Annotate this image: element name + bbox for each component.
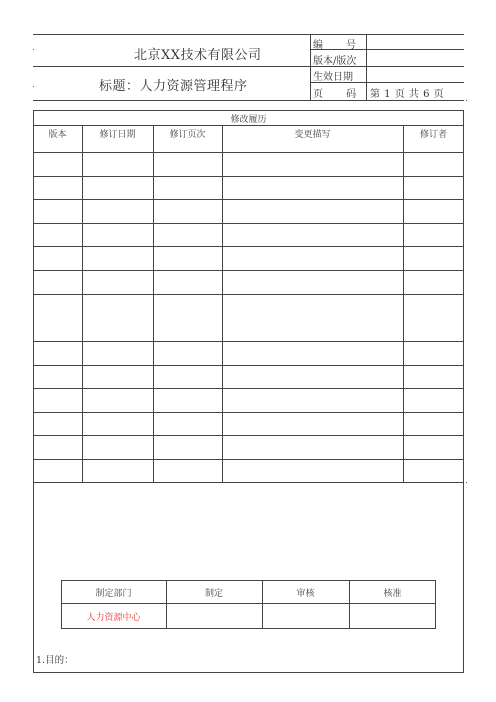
table-row (33, 482, 464, 483)
margin-mark (466, 482, 467, 483)
approval-header-reviewed: 审核 (296, 589, 315, 599)
meta-left-border (310, 34, 311, 100)
header-top-rule (33, 34, 464, 35)
table-row (33, 152, 464, 153)
col-header-reviser: 修订者 (419, 130, 447, 140)
col-header-revision-date: 修订日期 (99, 130, 136, 140)
table-row (33, 388, 464, 389)
table-row (33, 199, 464, 200)
table-row (33, 435, 464, 436)
header-mid-rule (33, 66, 464, 67)
revision-title-rule (33, 125, 464, 126)
table-row (33, 223, 464, 224)
table-row (33, 365, 464, 366)
margin-mark (466, 100, 467, 101)
approval-header-drafted: 制定 (204, 589, 223, 599)
approval-header-approved: 核准 (383, 589, 402, 599)
table-row (33, 270, 464, 271)
table-row (33, 459, 464, 460)
revision-table-title: 修改履历 (230, 115, 267, 125)
col-header-change-description: 变更描写 (294, 130, 331, 140)
company-name: 北京XX技术有限公司 (134, 48, 262, 63)
document-title: 标题：人力资源管理程序 (99, 79, 248, 94)
approval-department-value: 人力资源中心 (86, 613, 141, 623)
col-divider (222, 125, 223, 482)
col-header-version: 版本 (48, 130, 67, 140)
col-header-revision-pages: 修订页次 (169, 130, 206, 140)
table-row (33, 294, 464, 295)
table-row (33, 176, 464, 177)
col-divider (403, 125, 404, 482)
table-row (33, 246, 464, 247)
col-divider (82, 125, 83, 482)
version-label: 版本/版次 (313, 56, 357, 67)
code-label: 编 号 (313, 40, 367, 51)
approval-header-department: 制定部门 (95, 589, 132, 599)
page-label: 页 码 (313, 89, 367, 100)
margin-mark (33, 86, 34, 87)
margin-mark (33, 49, 34, 50)
col-divider (153, 125, 154, 482)
section-heading-purpose: 1.目的： (36, 655, 74, 666)
approval-row-rule (61, 603, 436, 604)
header-bottom-rule (33, 100, 464, 101)
table-row (33, 341, 464, 342)
effective-date-label: 生效日期 (313, 72, 353, 83)
table-row (33, 412, 464, 413)
page-count: 第 1 页 共 6 页 (370, 89, 445, 100)
